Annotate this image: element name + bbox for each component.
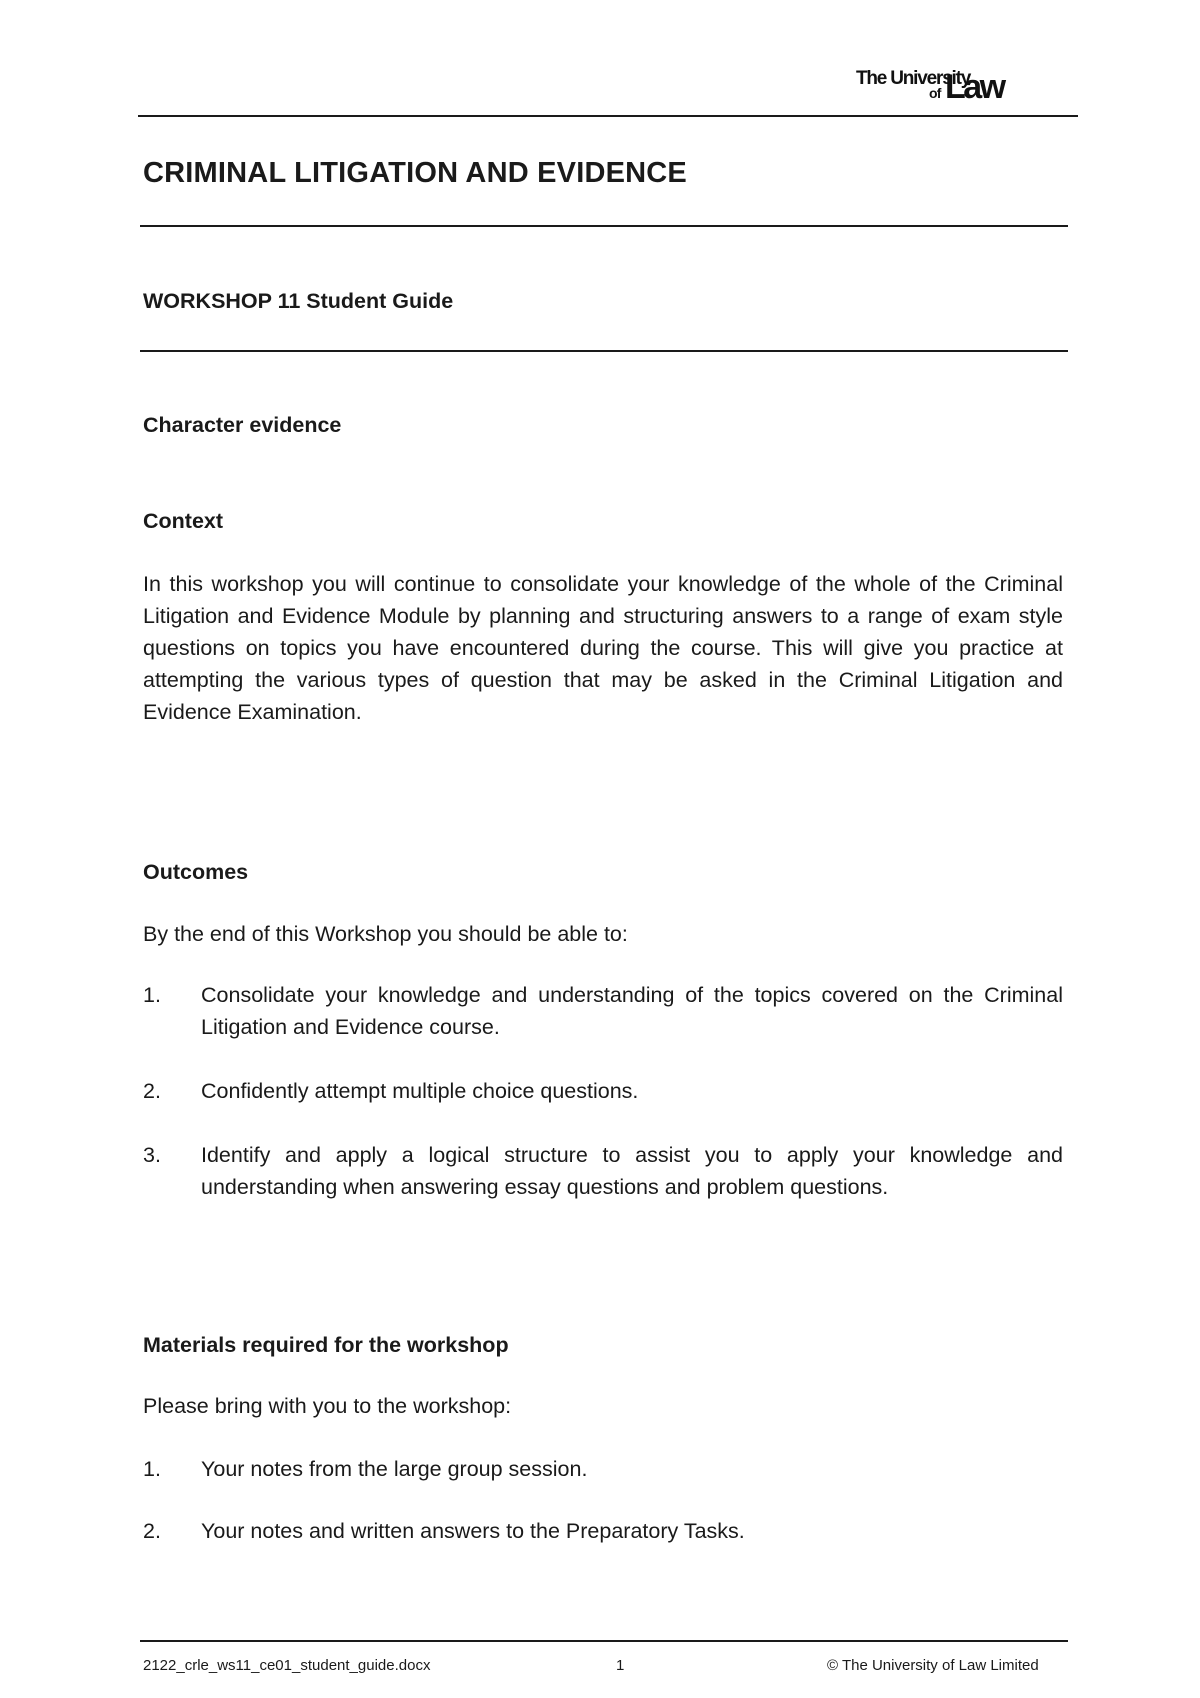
logo-line-law: Law [945,68,1004,106]
logo-line-the-university: The University [856,68,971,89]
footer-page-number: 1 [616,1657,625,1674]
header-rule [138,115,1078,117]
outcomes-heading: Outcomes [143,860,249,884]
materials-heading: Materials required for the workshop [143,1333,509,1357]
list-number: 1. [143,1457,161,1481]
list-number: 1. [143,983,161,1007]
subtitle-rule [140,350,1068,352]
list-number: 3. [143,1143,161,1167]
document-title: CRIMINAL LITIGATION AND EVIDENCE [143,157,687,189]
title-rule [140,225,1068,227]
materials-intro: Please bring with you to the workshop: [143,1394,512,1418]
logo-line-of: of [929,85,941,101]
list-number: 2. [143,1079,161,1103]
list-text: Confidently attempt multiple choice questions. [201,1079,639,1103]
list-text: Consolidate your knowledge and understanding of the topics covered on the Criminal Litigation and Evidence course. [201,983,1063,1039]
footer-rule [140,1640,1068,1642]
context-heading: Context [143,509,224,533]
list-text: Identify and apply a logical structure to assist you to apply your knowledge and understanding when answering essay questions and problem questions. [201,1143,1063,1199]
footer-copyright: © The University of Law Limited [827,1657,1039,1674]
list-number: 2. [143,1519,161,1543]
context-paragraph: In this workshop you will continue to consolidate your knowledge of the whole of the Criminal Litigation and Evidence Module by planning and structuring answers to a range of exam style questions on topics you have encountered during the course. This will give you practice at attempting the various types of question that may be asked in the Criminal Litigation and Evidence Examination. [143,572,1063,724]
list-text: Your notes and written answers to the Preparatory Tasks. [201,1519,745,1543]
document-subtitle: WORKSHOP 11 Student Guide [143,289,454,313]
university-of-law-logo [856,66,1066,106]
outcomes-intro: By the end of this Workshop you should be able to: [143,922,628,946]
footer-filename: 2122_crle_ws11_ce01_student_guide.docx [143,1657,431,1674]
topic-heading: Character evidence [143,413,342,437]
list-text: Your notes from the large group session. [201,1457,588,1481]
